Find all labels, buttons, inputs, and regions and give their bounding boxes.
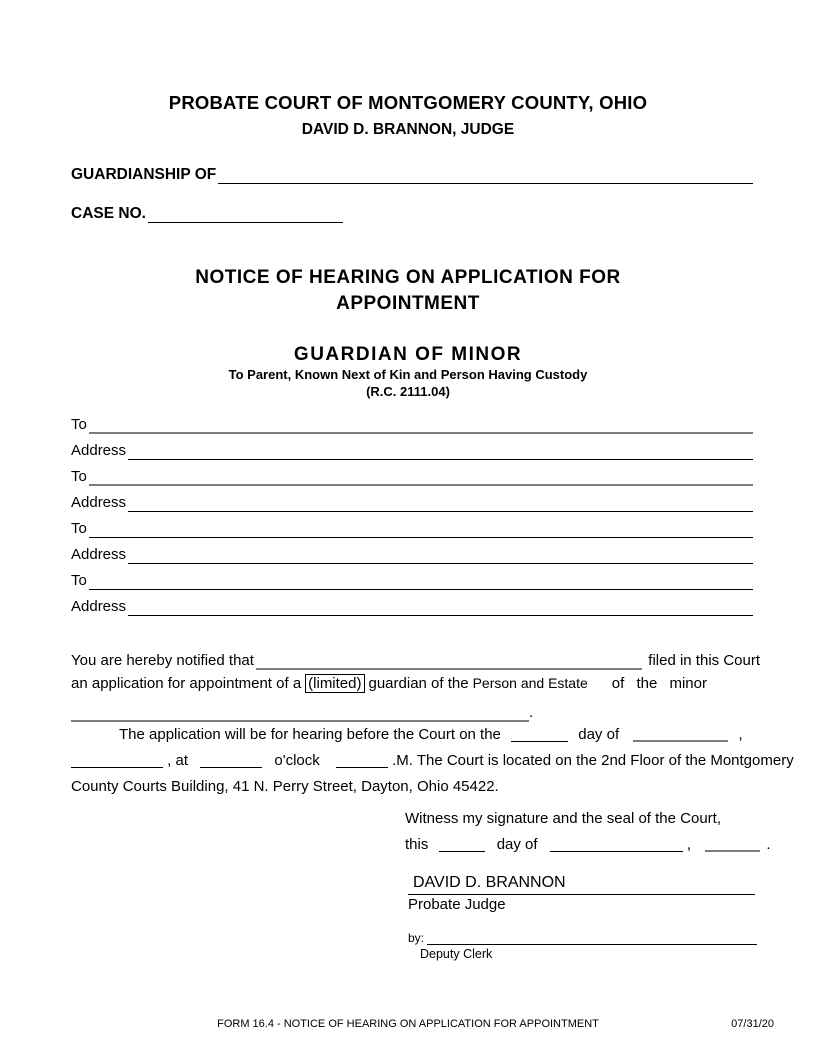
address-input-line-3[interactable] bbox=[128, 546, 753, 564]
court-title: PROBATE COURT OF MONTGOMERY COUNTY, OHIO bbox=[168, 92, 648, 113]
hearing-time-input[interactable] bbox=[200, 752, 262, 768]
filed-in-court-text: filed in this Court bbox=[648, 652, 760, 669]
deputy-clerk-title: Deputy Clerk bbox=[420, 947, 493, 961]
hearing-line-2 bbox=[71, 748, 794, 774]
to-input-line-1[interactable] bbox=[89, 416, 753, 434]
hearing-day-input[interactable] bbox=[511, 726, 568, 742]
limited-checkbox-box[interactable]: (limited) bbox=[305, 674, 364, 693]
day-of-label: day of bbox=[578, 726, 620, 743]
oclock-label: o'clock bbox=[274, 752, 320, 769]
recipient-address-row bbox=[71, 590, 753, 616]
recipient-to-row bbox=[71, 460, 753, 486]
case-no-label: CASE NO. bbox=[71, 205, 146, 222]
judge-name-line: DAVID D. BRANNON, JUDGE bbox=[301, 121, 515, 138]
notified-line-3 bbox=[71, 696, 760, 722]
of-the-minor-text: of the minor bbox=[611, 674, 707, 692]
address-label: Address bbox=[71, 546, 127, 563]
at-label: , at bbox=[167, 752, 189, 769]
hearing-comma: , bbox=[738, 726, 743, 743]
to-label: To bbox=[71, 416, 87, 433]
hearing-line-3 bbox=[71, 774, 776, 800]
recipients-list bbox=[71, 408, 753, 616]
judge-title: Probate Judge bbox=[408, 896, 506, 913]
recipient-to-row bbox=[71, 408, 753, 434]
hearing-text-1: The application will be for hearing before the Court on the bbox=[119, 726, 501, 743]
witness-year-input[interactable] bbox=[705, 836, 760, 852]
minor-name-input-line[interactable] bbox=[71, 706, 529, 722]
addressees-line: To Parent, Known Next of Kin and Person Having Custody bbox=[228, 367, 588, 382]
to-label: To bbox=[71, 520, 87, 537]
period-text: . bbox=[529, 704, 534, 721]
guardian-of-the-text: guardian of the bbox=[368, 674, 469, 692]
form-number-label: FORM 16.4 - NOTICE OF HEARING ON APPLICATION FOR APPOINTMENT bbox=[217, 1018, 599, 1030]
notice-title bbox=[0, 265, 816, 317]
deputy-clerk-signature-line[interactable] bbox=[427, 930, 757, 945]
notified-lead: You are hereby notified that bbox=[71, 652, 254, 669]
recipient-address-row bbox=[71, 538, 753, 564]
hearing-line-1 bbox=[71, 722, 776, 748]
guardianship-row bbox=[71, 166, 753, 184]
witness-day-of-label: day of bbox=[496, 836, 538, 853]
recipient-address-row bbox=[71, 434, 753, 460]
notified-line-1 bbox=[71, 644, 760, 670]
notice-title-line1: NOTICE OF HEARING ON APPLICATION FOR bbox=[195, 267, 621, 288]
hearing-year-input[interactable] bbox=[71, 752, 163, 768]
witness-block bbox=[405, 806, 771, 858]
deputy-clerk-block bbox=[408, 930, 757, 961]
notice-title-line2: APPOINTMENT bbox=[336, 293, 480, 314]
hearing-paragraph bbox=[71, 722, 794, 800]
address-input-line-1[interactable] bbox=[128, 442, 753, 460]
recipient-address-row bbox=[71, 486, 753, 512]
page-footer bbox=[0, 1018, 816, 1030]
judge-signature-block bbox=[408, 874, 755, 913]
to-input-line-2[interactable] bbox=[89, 468, 753, 486]
recipient-to-row bbox=[71, 564, 753, 590]
witness-text: Witness my signature and the seal of the Court, bbox=[405, 810, 721, 827]
witness-day-input[interactable] bbox=[439, 836, 485, 852]
to-label: To bbox=[71, 468, 87, 485]
address-label: Address bbox=[71, 494, 127, 511]
court-location-text: .M. The Court is located on the 2nd Floor of the Montgomery bbox=[392, 752, 794, 769]
guardianship-input-line[interactable] bbox=[218, 166, 753, 184]
court-address-text: County Courts Building, 41 N. Perry Street, Dayton, Ohio 45422. bbox=[71, 778, 499, 795]
applicant-name-input-line[interactable] bbox=[256, 652, 642, 670]
to-input-line-4[interactable] bbox=[89, 572, 753, 590]
notified-paragraph bbox=[71, 644, 760, 722]
court-header bbox=[0, 92, 816, 139]
witness-line-2 bbox=[405, 832, 771, 858]
case-number-row bbox=[71, 205, 343, 223]
judge-signature-name: DAVID D. BRANNON bbox=[408, 874, 755, 895]
address-input-line-4[interactable] bbox=[128, 598, 753, 616]
address-input-line-2[interactable] bbox=[128, 494, 753, 512]
form-revision-date: 07/31/20 bbox=[731, 1018, 774, 1030]
witness-period: . bbox=[766, 836, 771, 853]
witness-line-1 bbox=[405, 806, 771, 832]
guardianship-type-value[interactable]: Person and Estate bbox=[472, 675, 588, 691]
address-label: Address bbox=[71, 598, 127, 615]
witness-month-input[interactable] bbox=[550, 836, 683, 852]
hearing-ampm-input[interactable] bbox=[336, 752, 388, 768]
address-label: Address bbox=[71, 442, 127, 459]
statute-reference: (R.C. 2111.04) bbox=[366, 384, 450, 399]
appointment-text: an application for appointment of a bbox=[71, 674, 302, 692]
witness-comma: , bbox=[686, 836, 692, 853]
recipient-to-row bbox=[71, 512, 753, 538]
by-label: by: bbox=[408, 931, 425, 945]
hearing-month-input[interactable] bbox=[633, 726, 728, 742]
to-input-line-3[interactable] bbox=[89, 520, 753, 538]
by-row bbox=[408, 930, 757, 945]
this-label: this bbox=[405, 836, 429, 853]
guardianship-label: GUARDIANSHIP OF bbox=[71, 166, 217, 183]
guardian-of-minor-heading: GUARDIAN OF MINOR bbox=[293, 344, 523, 365]
case-no-input-line[interactable] bbox=[148, 205, 343, 223]
notified-line-2 bbox=[71, 670, 760, 696]
to-label: To bbox=[71, 572, 87, 589]
